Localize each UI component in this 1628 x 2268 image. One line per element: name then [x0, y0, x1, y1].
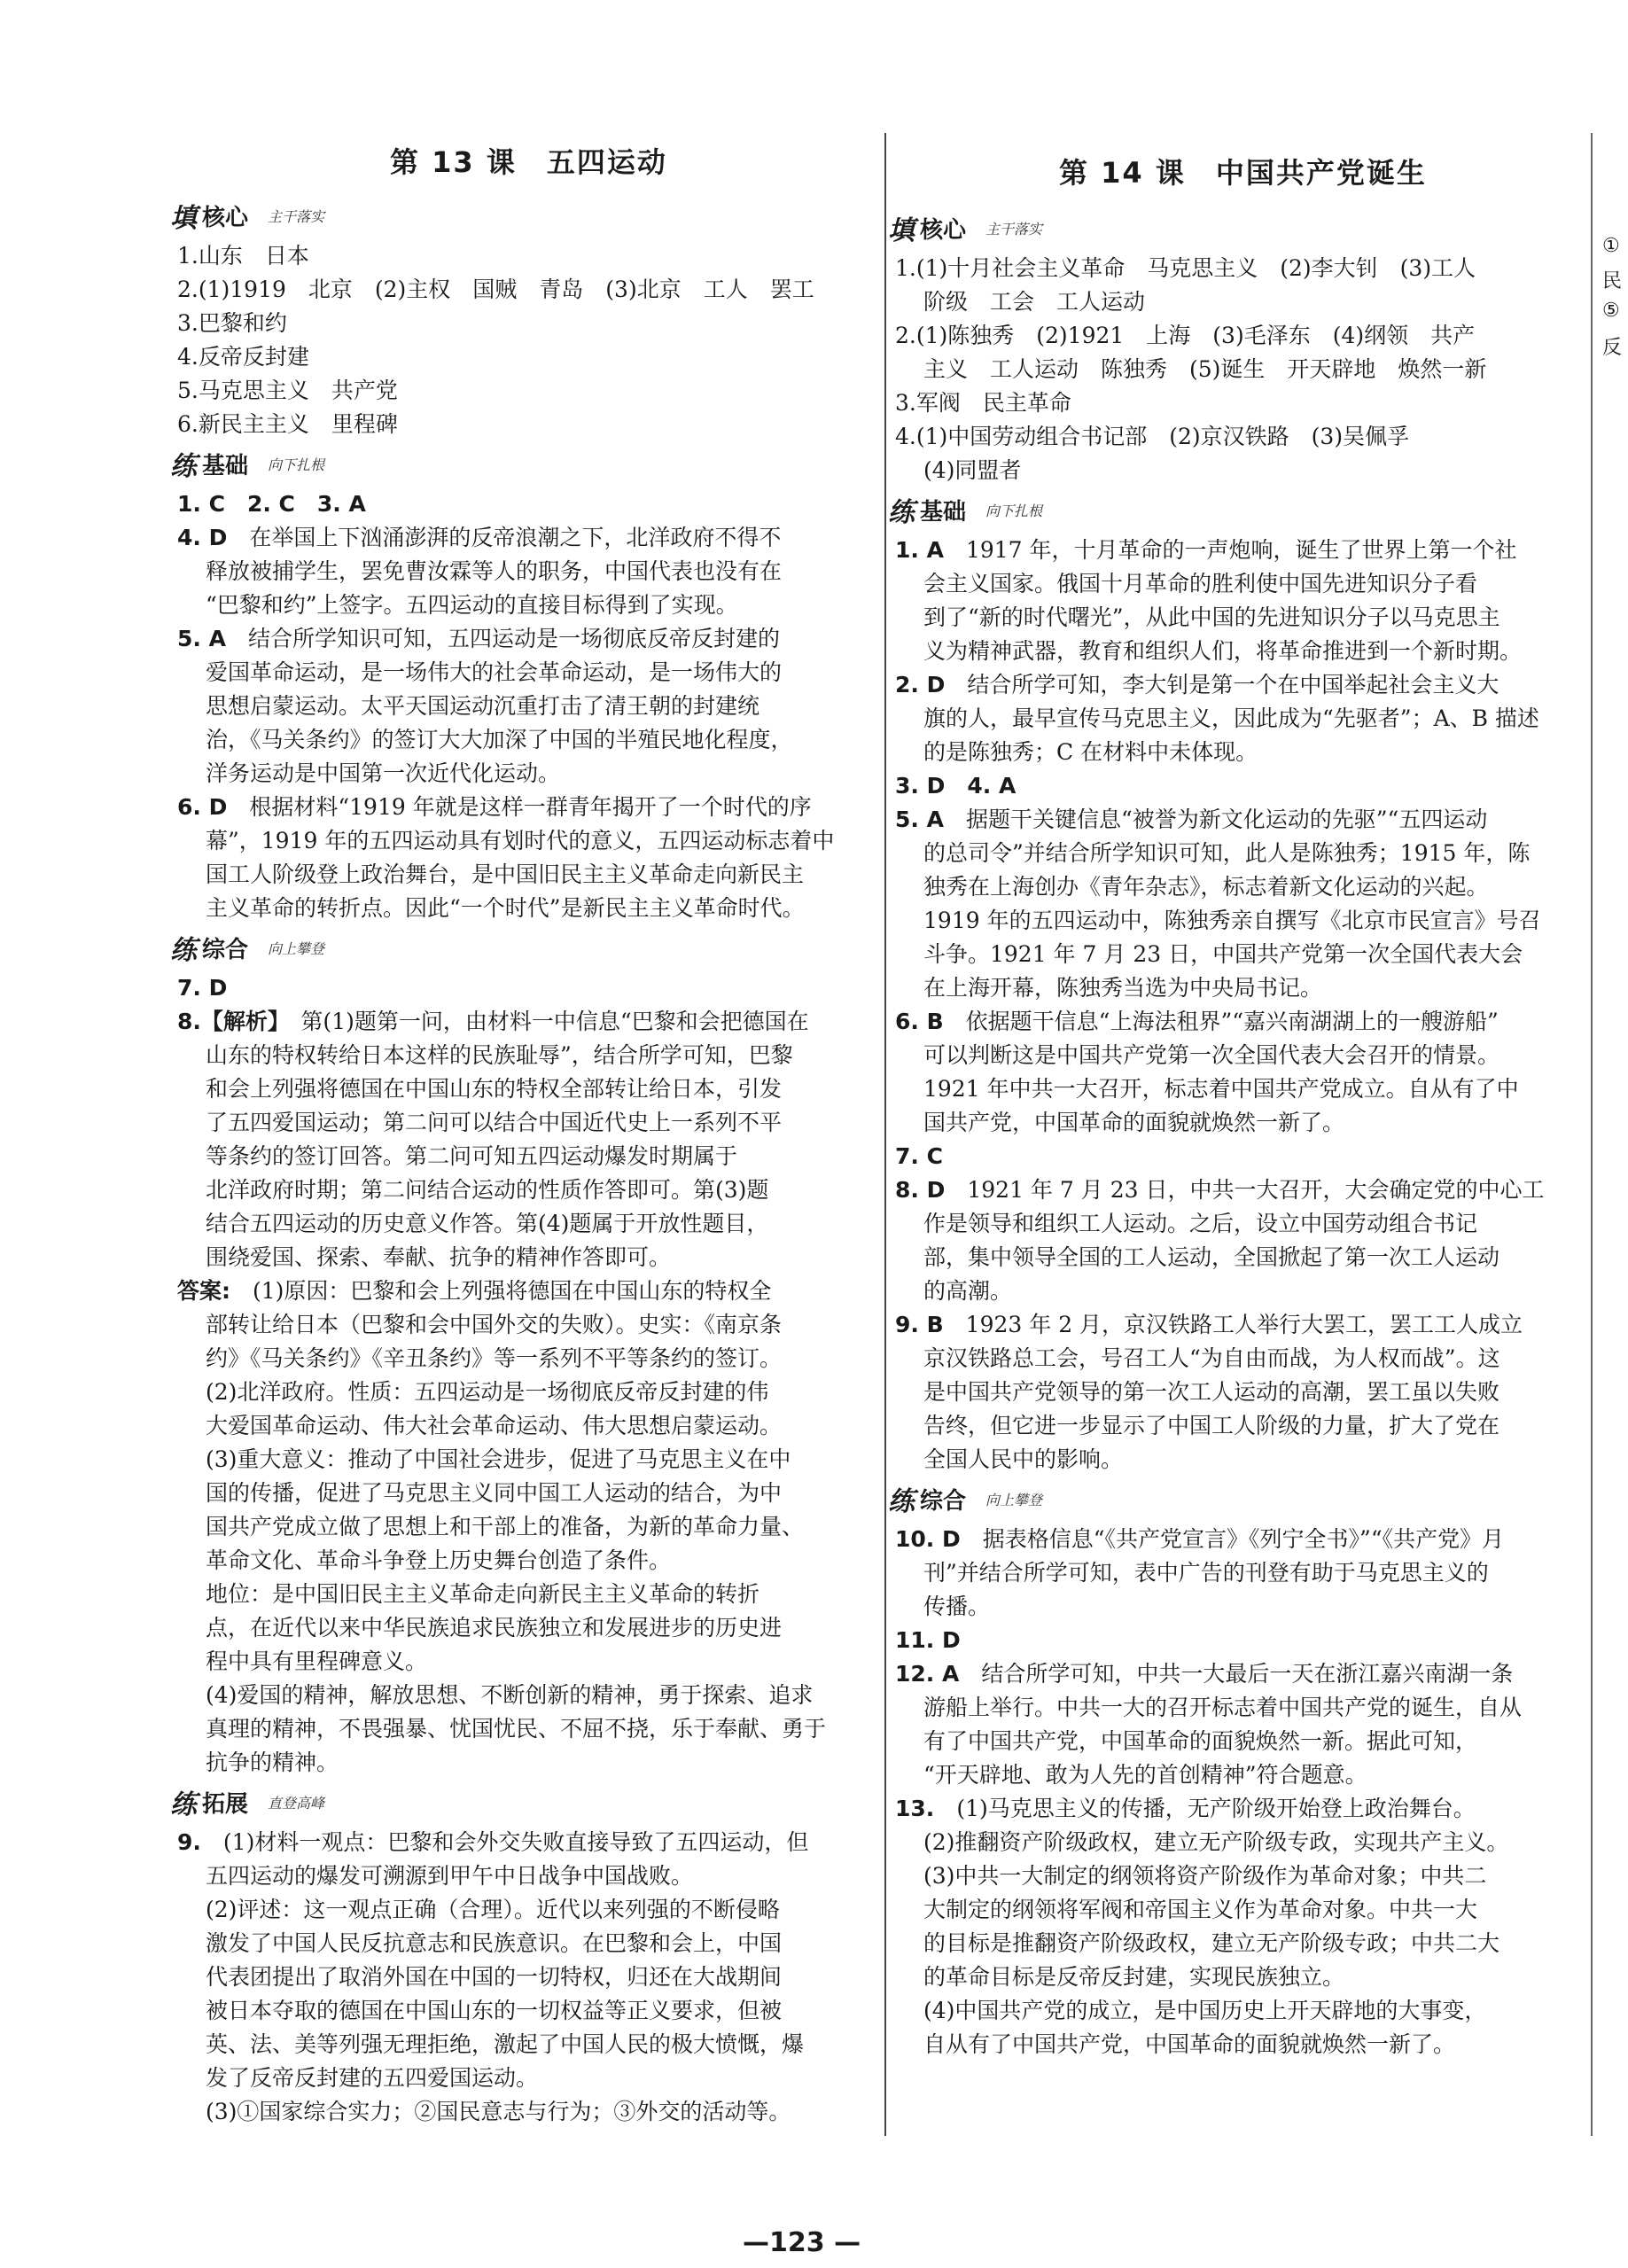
- answer-line: [895, 1893, 1582, 1927]
- answer-line: [177, 1140, 877, 1173]
- answer-text: 会主义国家。俄国十月革命的胜利使中国先进知识分子看: [923, 571, 1478, 596]
- answer-line: [895, 1376, 1582, 1409]
- answer-line: [895, 668, 1582, 702]
- section-name: 拓展: [202, 1790, 249, 1818]
- answer-line: [895, 1826, 1582, 1859]
- answer-line: [895, 1960, 1582, 1994]
- edge-fragment: 民: [1602, 270, 1623, 292]
- answer-text: 被日本夺取的德国在中国山东的一切权益等正义要求，但被: [206, 1998, 783, 2023]
- section-name: 基础: [202, 452, 249, 479]
- core-item: 4.反帝反封建: [177, 344, 309, 370]
- answer-text: 英、法、美等列强无理拒绝，激起了中国人民的极大愤慨，爆: [206, 2031, 805, 2057]
- answer-text: 思想启蒙运动。太平天国运动沉重打击了清王朝的封建统: [206, 693, 760, 719]
- answer-text: (3)重大意义：推动了中国社会进步，促进了马克思主义在中: [206, 1446, 791, 1472]
- answer-text: 主义革命的转折点。因此“一个时代”是新民主主义革命时代。: [206, 895, 805, 921]
- answer-line: [177, 1241, 877, 1274]
- answer-line: [177, 1005, 877, 1039]
- answer-text: 代表团提出了取消外国在中国的一切特权，归还在大战期间: [206, 1964, 783, 1990]
- answer-line: [895, 1691, 1582, 1725]
- answer-line: [895, 1173, 1582, 1207]
- answer-line: [177, 1274, 877, 1308]
- answer-line: [177, 757, 877, 791]
- answer-line: [895, 1758, 1582, 1792]
- answer-line: [177, 971, 877, 1005]
- answer-text: 根据材料“1919 年就是这样一群青年揭开了一个时代的序: [249, 794, 812, 820]
- answer-text: 义为精神武器，教育和组织人们，将革命推进到一个新时期。: [923, 638, 1523, 664]
- answer-text: (3)①国家综合实力；②国民意志与行为；③外交的活动等。: [206, 2099, 791, 2124]
- section-name: 基础: [920, 498, 967, 526]
- answer-number: 6. B: [895, 1009, 944, 1034]
- answer-line: [895, 1207, 1582, 1241]
- section-glyph: 练: [170, 451, 197, 482]
- answer-line: [895, 1590, 1582, 1624]
- answer-text: 抗争的精神。: [206, 1750, 339, 1775]
- answer-text: 国共产党，中国革命的面貌就焕然一新了。: [923, 1110, 1345, 1135]
- core-item: 1.山东 日本: [177, 243, 309, 269]
- answer-line: [177, 1994, 877, 2028]
- answer-line: [177, 1927, 877, 1960]
- answer-text: 国共产党成立做了思想上和干部上的准备，为新的革命力量、: [206, 1514, 805, 1539]
- answer-text: 的革命目标是反帝反封建，实现民族独立。: [923, 1964, 1345, 1990]
- answer-number: 12. A: [895, 1661, 960, 1687]
- answer-line: [177, 1510, 877, 1544]
- answer-line: [895, 1106, 1582, 1140]
- answer-number: 8.【解析】: [177, 1009, 279, 1034]
- answer-line: [895, 904, 1582, 938]
- answer-line: [895, 1308, 1582, 1342]
- answer-number: 3. D 4. A: [895, 773, 1017, 799]
- answer-line: [177, 1308, 877, 1342]
- answer-text: (4)中国共产党的成立，是中国历史上开天辟地的大事变，: [923, 1998, 1487, 2023]
- core-item: (4)同盟者: [923, 457, 1022, 483]
- answer-text: (3)中共一大制定的纲领将资产阶级作为革命对象；中共二: [923, 1863, 1487, 1889]
- answer-number: 8. D: [895, 1177, 946, 1203]
- answer-text: 全国人民中的影响。: [923, 1446, 1124, 1472]
- answer-line: [177, 1072, 877, 1106]
- answer-text: 约》《马关条约》《辛丑条约》等一系列不平等条约的签订。: [206, 1345, 783, 1371]
- answer-line: [177, 1207, 877, 1241]
- answer-text: 告终，但它进一步显示了中国工人阶级的力量，扩大了党在: [923, 1413, 1500, 1438]
- section-header: [170, 1781, 877, 1822]
- answer-line: [177, 487, 877, 521]
- answer-line: [895, 870, 1582, 904]
- answer-text: 据表格信息“《共产党宣言》《列宁全书》”“《共产党》月: [982, 1526, 1505, 1552]
- core-item: 6.新民主主义 里程碑: [177, 411, 398, 437]
- answer-number: 13.: [895, 1796, 935, 1821]
- left-column: [170, 193, 877, 2129]
- answer-number: 答案:: [177, 1278, 230, 1304]
- answer-text: (1)马克思主义的传播，无产阶级开始登上政治舞台。: [956, 1796, 1476, 1821]
- answer-line: [895, 601, 1582, 635]
- answer-text: 自从有了中国共产党，中国革命的面貌就焕然一新了。: [923, 2031, 1456, 2057]
- answer-text: 等条约的签订回答。第二问可知五四运动爆发时期属于: [206, 1143, 738, 1169]
- answer-text: 洋务运动是中国第一次近代化运动。: [206, 760, 561, 786]
- answer-text: 结合五四运动的历史意义作答。第(4)题属于开放性题目，: [206, 1211, 769, 1236]
- answer-line: [895, 1005, 1582, 1039]
- answer-line: [895, 534, 1582, 567]
- answer-line: [895, 1725, 1582, 1758]
- answer-line: [177, 1611, 877, 1645]
- answer-text: 在举国上下汹涌澎湃的反帝浪潮之下，北洋政府不得不: [249, 525, 782, 550]
- answer-text: (4)爱国的精神，解放思想、不断创新的精神，勇于探索、追求: [206, 1682, 814, 1708]
- answer-text: 1921 年中共一大召开，标志着中国共产党成立。自从有了中: [923, 1076, 1519, 1102]
- answer-text: 第(1)题第一问，由材料一中信息“巴黎和会把德国在: [300, 1009, 809, 1034]
- answer-text: 刊”并结合所学可知，表中广告的刊登有助于马克思主义的: [923, 1560, 1489, 1586]
- answer-line: [895, 1274, 1582, 1308]
- answer-text: “开天辟地、敢为人先的首创精神”符合题意。: [923, 1762, 1367, 1788]
- answer-line: [895, 971, 1582, 1005]
- answer-text: 斗争。1921 年 7 月 23 日，中国共产党第一次全国代表大会: [923, 941, 1523, 967]
- answer-line: [177, 1173, 877, 1207]
- edge-fragment: ⑤: [1602, 300, 1620, 322]
- answer-text: 依据题干信息“上海法租界”“嘉兴南湖湖上的一艘游船”: [965, 1009, 1499, 1034]
- page-number: —123 —: [743, 2227, 861, 2258]
- answer-line: [895, 1624, 1582, 1657]
- answer-text: (2)北洋政府。性质：五四运动是一场彻底反帝反封建的伟: [206, 1379, 769, 1405]
- core-item: 主义 工人运动 陈独秀 (5)诞生 开天辟地 焕然一新: [923, 356, 1487, 382]
- answer-line: [895, 1443, 1582, 1477]
- answer-line: [177, 1578, 877, 1611]
- core-item: 2.(1)陈独秀 (2)1921 上海 (3)毛泽东 (4)纲领 共产: [895, 323, 1476, 348]
- answer-number: 11. D: [895, 1627, 961, 1653]
- core-item: 1.(1)十月社会主义革命 马克思主义 (2)李大钊 (3)工人: [895, 255, 1476, 281]
- answer-text: 大爱国革命运动、伟大社会革命运动、伟大思想启蒙运动。: [206, 1413, 783, 1438]
- answer-line: [895, 736, 1582, 769]
- section-name: 核心: [202, 204, 249, 231]
- answer-text: 结合所学知识可知，五四运动是一场彻底反帝反封建的: [247, 626, 780, 651]
- section-tag: 直登高峰: [268, 1794, 325, 1812]
- answer-line: [177, 791, 877, 824]
- answer-line: [895, 567, 1582, 601]
- answer-line: [177, 1679, 877, 1712]
- answer-line: [177, 1342, 877, 1376]
- answer-number: 9.: [177, 1829, 201, 1855]
- answer-text: (2)推翻资产阶级政权，建立无产阶级专政，实现共产主义。: [923, 1829, 1509, 1855]
- answer-line: [895, 803, 1582, 837]
- section-glyph: 填: [888, 215, 915, 246]
- answer-number: 2. D: [895, 672, 946, 698]
- section-name: 综合: [202, 936, 249, 963]
- answer-line: [895, 1039, 1582, 1072]
- answer-line: [177, 1039, 877, 1072]
- answer-number: 6. D: [177, 794, 228, 820]
- answer-line: [177, 1443, 877, 1477]
- answer-text: “巴黎和约”上签字。五四运动的直接目标得到了实现。: [206, 592, 738, 618]
- answer-number: 1. C 2. C 3. A: [177, 491, 366, 517]
- answer-text: 结合所学可知，李大钊是第一个在中国举起社会主义大: [967, 672, 1499, 698]
- answer-text: (1)原因：巴黎和会上列强将德国在中国山东的特权全: [253, 1278, 772, 1304]
- section-tag: 向下扎根: [268, 456, 325, 473]
- edge-fragment: ①: [1602, 235, 1620, 257]
- answer-number: 7. C: [895, 1143, 943, 1169]
- answer-text: 革命文化、革命斗争登上历史舞台创造了条件。: [206, 1547, 672, 1573]
- answer-number: 1. A: [895, 537, 944, 563]
- answer-text: 的高潮。: [923, 1278, 1013, 1304]
- answer-text: 国工人阶级登上政治舞台，是中国旧民主主义革命走向新民主: [206, 861, 805, 887]
- answer-line: [895, 1556, 1582, 1590]
- section-glyph: 练: [170, 1789, 197, 1820]
- answer-line: [177, 588, 877, 622]
- answer-text: 游船上举行。中共一大的召开标志着中国共产党的诞生，自从: [923, 1695, 1523, 1720]
- answer-text: (2)评述：这一观点正确（合理）。近代以来列强的不断侵略: [206, 1897, 780, 1922]
- section-header: [888, 489, 1582, 530]
- answer-line: [177, 1960, 877, 1994]
- answer-text: 北洋政府时期；第二问结合运动的性质作答即可。第(3)题: [206, 1177, 769, 1203]
- section-header: [888, 1478, 1582, 1519]
- core-item: 4.(1)中国劳动组合书记部 (2)京汉铁路 (3)吴佩孚: [895, 424, 1410, 449]
- section-name: 综合: [920, 1487, 967, 1515]
- answer-text: 1921 年 7 月 23 日，中共一大召开，大会确定党的中心工: [967, 1177, 1545, 1203]
- answer-line: [177, 824, 877, 858]
- section-header: [170, 927, 877, 968]
- answer-line: [895, 1409, 1582, 1443]
- answer-line: [177, 1859, 877, 1893]
- answer-text: 据题干关键信息“被誉为新文化运动的先驱”“五四运动: [965, 807, 1488, 832]
- answer-text: 有了中国共产党，中国革命的面貌焕然一新。据此可知，: [923, 1728, 1478, 1754]
- core-item: 5.马克思主义 共产党: [177, 378, 398, 403]
- answer-text: 爱国革命运动，是一场伟大的社会革命运动，是一场伟大的: [206, 659, 783, 685]
- answer-text: 释放被捕学生，罢免曹汝霖等人的职务，中国代表也没有在: [206, 558, 783, 584]
- answer-line: [177, 1106, 877, 1140]
- answer-text: 传播。: [923, 1594, 991, 1619]
- section-glyph: 填: [170, 203, 197, 234]
- answer-text: 京汉铁路总工会，号召工人“为自由而战，为人权而战”。这: [923, 1345, 1500, 1371]
- edge-fragment: 反: [1602, 337, 1623, 359]
- answer-number: 5. A: [895, 807, 944, 832]
- answer-text: 可以判断这是中国共产党第一次全国代表大会召开的情景。: [923, 1042, 1500, 1068]
- answer-line: [177, 521, 877, 555]
- answer-line: [177, 1477, 877, 1510]
- answer-line: [895, 1657, 1582, 1691]
- answer-line: [895, 702, 1582, 736]
- section-glyph: 练: [888, 497, 915, 528]
- answer-text: 部转让给日本（巴黎和会中国外交的失败）。史实：《南京条: [206, 1312, 783, 1337]
- answer-line: [895, 1342, 1582, 1376]
- answer-line: [895, 1241, 1582, 1274]
- answer-line: [177, 723, 877, 757]
- answer-line: [177, 892, 877, 925]
- answer-text: 围绕爱国、探索、奉献、抗争的精神作答即可。: [206, 1244, 672, 1270]
- answer-line: [177, 1409, 877, 1443]
- answer-text: 激发了中国人民反抗意志和民族意识。在巴黎和会上，中国: [206, 1930, 783, 1956]
- answer-line: [177, 1712, 877, 1746]
- answer-text: 程中具有里程碑意义。: [206, 1648, 428, 1674]
- answer-text: 真理的精神，不畏强暴、忧国忧民、不屈不挠，乐于奉献、勇于: [206, 1716, 827, 1742]
- section-tag: 主干落实: [268, 207, 325, 225]
- answer-text: 大制定的纲领将军阀和帝国主义作为革命对象。中共一大: [923, 1897, 1478, 1922]
- right-column: [888, 206, 1582, 2061]
- lesson13-title: 第 13 课 五四运动: [390, 145, 667, 179]
- column-divider: [884, 133, 886, 2136]
- answer-text: 1917 年，十月革命的一声炮响，诞生了世界上第一个社: [965, 537, 1517, 563]
- answer-text: 部，集中领导全国的工人运动，全国掀起了第一次工人运动: [923, 1244, 1500, 1270]
- answer-text: 是中国共产党领导的第一次工人运动的高潮，罢工虽以失败: [923, 1379, 1500, 1405]
- answer-text: 的目标是推翻资产阶级政权，建立无产阶级专政；中共二大: [923, 1930, 1500, 1956]
- answer-text: 作是领导和组织工人运动。之后，设立中国劳动组合书记: [923, 1211, 1478, 1236]
- section-header: [888, 207, 1582, 248]
- answer-line: [895, 1072, 1582, 1106]
- core-item: 阶级 工会 工人运动: [923, 289, 1146, 315]
- lesson14-title: 第 14 课 中国共产党诞生: [1059, 156, 1427, 190]
- answer-line: [177, 858, 877, 892]
- answer-line: [177, 622, 877, 656]
- answer-number: 7. D: [177, 975, 228, 1001]
- answer-line: [895, 1994, 1582, 2028]
- answer-line: [177, 555, 877, 588]
- answer-text: 点，在近代以来中华民族追求民族独立和发展进步的历史进: [206, 1615, 783, 1641]
- answer-text: 1919 年的五四运动中，陈独秀亲自撰写《北京市民宣言》号召: [923, 908, 1541, 933]
- answer-line: [177, 1645, 877, 1679]
- answer-number: 5. A: [177, 626, 226, 651]
- answer-text: 到了“新的时代曙光”，从此中国的先进知识分子以马克思主: [923, 604, 1500, 630]
- section-tag: 向下扎根: [985, 502, 1043, 519]
- answer-line: [895, 1140, 1582, 1173]
- answer-line: [177, 1544, 877, 1578]
- answer-text: 幕”，1919 年的五四运动具有划时代的意义，五四运动标志着中: [206, 828, 835, 853]
- page-edge-line: [1591, 133, 1593, 2136]
- answer-text: 结合所学可知，中共一大最后一天在浙江嘉兴南湖一条: [981, 1661, 1514, 1687]
- answer-line: [895, 635, 1582, 668]
- answer-text: 1923 年 2 月，京汉铁路工人举行大罢工，罢工工人成立: [965, 1312, 1523, 1337]
- core-item: 3.军阀 民主革命: [895, 390, 1071, 416]
- answer-line: [895, 1792, 1582, 1826]
- answer-text: 地位：是中国旧民主主义革命走向新民主主义革命的转折: [206, 1581, 760, 1607]
- answer-text: 发了反帝反封建的五四爱国运动。: [206, 2065, 539, 2091]
- answer-line: [177, 656, 877, 690]
- answer-text: 和会上列强将德国在中国山东的特权全部转让给日本，引发: [206, 1076, 783, 1102]
- answer-line: [895, 2028, 1582, 2061]
- section-tag: 向上攀登: [985, 1491, 1043, 1508]
- core-item: 2.(1)1919 北京 (2)主权 国贼 青岛 (3)北京 工人 罢工: [177, 277, 814, 302]
- answer-line: [895, 938, 1582, 971]
- core-item: 3.巴黎和约: [177, 310, 287, 336]
- answer-text: 山东的特权转给日本这样的民族耻辱”，结合所学可知，巴黎: [206, 1042, 793, 1068]
- answer-line: [895, 1859, 1582, 1893]
- section-tag: 主干落实: [985, 220, 1043, 238]
- section-header: [170, 443, 877, 484]
- answer-line: [895, 769, 1582, 803]
- answer-text: 了五四爱国运动；第二问可以结合中国近代史上一系列不平: [206, 1110, 783, 1135]
- answer-line: [177, 690, 877, 723]
- answer-number: 9. B: [895, 1312, 944, 1337]
- answer-text: (1)材料一观点：巴黎和会外交失败直接导致了五四运动，但: [222, 1829, 809, 1855]
- section-glyph: 练: [170, 935, 197, 966]
- answer-line: [177, 1746, 877, 1780]
- answer-line: [895, 1523, 1582, 1556]
- answer-line: [177, 2028, 877, 2061]
- answer-text: 治，《马关条约》的签订大大加深了中国的半殖民地化程度，: [206, 727, 793, 752]
- answer-text: 五四运动的爆发可溯源到甲午中日战争中国战败。: [206, 1863, 694, 1889]
- answer-text: 在上海开幕，陈独秀当选为中央局书记。: [923, 975, 1323, 1001]
- answer-line: [177, 2095, 877, 2129]
- answer-line: [177, 1826, 877, 1859]
- answer-line: [895, 1927, 1582, 1960]
- section-header: [170, 195, 877, 236]
- section-name: 核心: [920, 216, 967, 244]
- answer-text: 的总司令”并结合所学知识可知，此人是陈独秀；1915 年，陈: [923, 840, 1531, 866]
- answer-text: 旗的人，最早宣传马克思主义，因此成为“先驱者”；A、B 描述: [923, 705, 1539, 731]
- answer-number: 4. D: [177, 525, 228, 550]
- answer-line: [895, 837, 1582, 870]
- answer-text: 国的传播，促进了马克思主义同中国工人运动的结合，为中: [206, 1480, 783, 1506]
- answer-text: 的是陈独秀；C 在材料中未体现。: [923, 739, 1258, 765]
- answer-number: 10. D: [895, 1526, 961, 1552]
- answer-text: 独秀在上海创办《青年杂志》，标志着新文化运动的兴起。: [923, 874, 1489, 900]
- section-glyph: 练: [888, 1486, 915, 1517]
- section-tag: 向上攀登: [268, 939, 325, 957]
- answer-line: [177, 1893, 877, 1927]
- answer-line: [177, 2061, 877, 2095]
- answer-line: [177, 1376, 877, 1409]
